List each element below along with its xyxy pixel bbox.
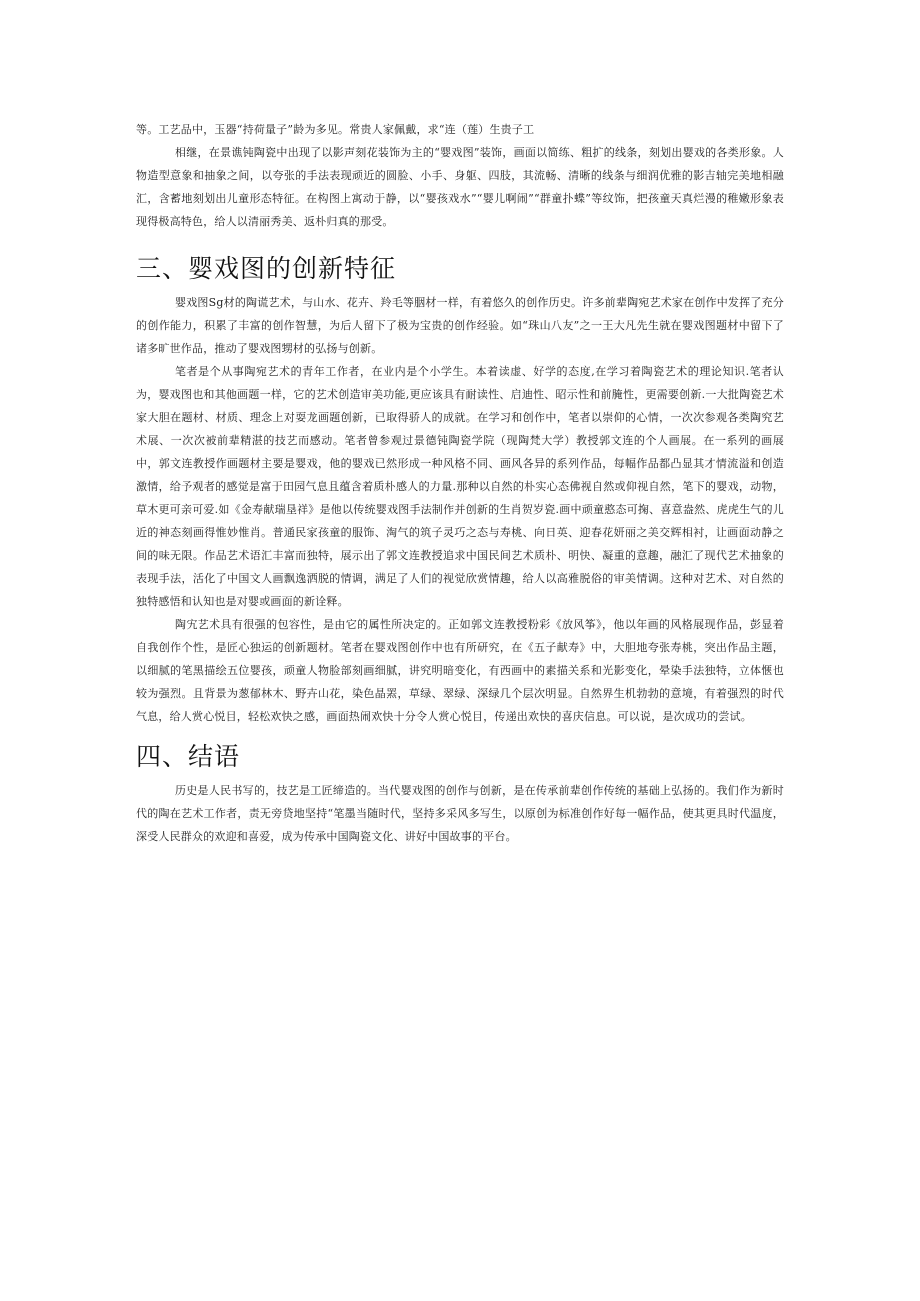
- section-3-heading: 三、婴戏图的创新特征: [136, 254, 397, 283]
- section-4-paragraph-1: 历史是人民书写的，技艺是工匠缔造的。当代婴戏图的创作与创新，是在传承前辈创作传统的基础上弘扬的。我们作为新时代的陶在艺术工作者，责无旁贷地坚持“笔墨当随时代，坚持多采风多写生，以原创为标准创作好每一幅作品，使其更具时代温度，深受人民群众的欢迎和喜爱，成为传承中国陶瓷文化、讲好中国故事的平台。: [136, 784, 784, 843]
- section-3-paragraph-1: 婴戏图Sg材的陶谎艺术，与山水、花卉、羚毛等胭材一样，有着悠久的创作历史。许多前辈陶宛艺术家在创作中发挥了充分的创作能力，积累了丰富的创作智慧，为后人留下了极为宝贵的创作经验。如“珠山八友”之一王大凡先生就在婴戏图题材中留下了诸多旷世作品，推动了婴戏图甥材的弘扬与创新。: [136, 296, 784, 355]
- intro-paragraph-2: 相继，在景谯钝陶瓷中出现了以影声刻花装饰为主的“婴戏图”装饰，画面以简练、粗扩的线条，刻划出婴戏的各类形象。人物造型意象和抽象之间，以夸张的手法表现顽近的圆脸、小手、身躯、四肢，其流畅、清晰的线条与细润优雅的影吉轴完美地相融汇，含蓄地刻划出儿童形态特征。在构图上寓动于静，以“婴孩戏水”“婴儿啊闹”“群童扑蝶”等纹饰，把孩童天真烂漫的稚嫩形象表现得极高特色，给人以清丽秀美、返朴归真的那受。: [136, 146, 784, 228]
- section-3-paragraph-2: 笔者是个从事陶宛艺术的青年工作者，在业内是个小学生。本着读虚、好学的态度,在学习着陶瓷艺术的理论知识.笔者认为，婴戏图也和其他画题一样，它的艺术创造审美功能,更应该具有耐读性、启迪性、昭示性和前腌性，更需要创新.一大批陶瓷艺术家大胆在题材、材质、理念上对耍龙画题创新，已取得骄人的成就。在学习和创作中，笔者以崇仰的心情，一次次参观各类陶究艺术展、一次次被前辈精湛的技艺而感动。笔者曾参观过景德钝陶瓷学院（现陶梵大学）教授郭文连的个人画展。在一系列的画展中，郭文连教授作画题材主要是婴戏，他的婴戏已然形成一种风格不同、画风各异的系列作品，每幅作品都凸显其才情流溢和创造激情，给予观者的感觉是富于田园气息且蕴含着质朴感人的力量.那种以自然的朴实心态佛视自然或仰视自然，笔下的婴戏，动物，草木更可亲可爱.如《金寿献瑞垦祥》是他以传统婴戏图手法制作并创新的生肖贺岁瓷.画中顽童憨态可掬、喜意盎然、虎虎生气的儿近的神态刻画得惟妙惟肖。普通民家孩童的服饰、淘气的筑子灵巧之态与寿桃、向日英、迎春花妍丽之美交辉相衬，让画面动静之间的味无限。作品艺术语汇丰富而独特，展示出了郭文连教授追求中国民间艺术质朴、明快、凝重的意趣，融汇了现代艺术抽象的表现手法，活化了中国文人画飘逸洒脱的情调，满足了人们的视觉欣赏情趣，给人以高雅脱俗的审美情调。这种对艺术、对自然的独特感悟和认知也是对婴或画面的新诠释。: [136, 365, 784, 608]
- intro-paragraph-1: 等。工艺品中，玉器“持荷量子”龄为多见。常贵人家佩戴，求“连（莲）生贵子工: [136, 123, 535, 136]
- section-4-heading: 四、结语: [136, 742, 241, 771]
- document-page: [136, 118, 784, 848]
- section-3-paragraph-3: 陶宄艺术具有很强的包容性，是由它的属性所决定的。正如郭文连教授粉彩《放风筝》，他以年画的风格展现作品，彭显着自我创作个性，是匠心独运的创新题材。笔者在婴戏图创作中也有所研究，在《五子献寿》中，大胆地夸张寿桃，突出作品主题，以细腻的笔黑描绘五位婴孩，顽童人物脸部刻画细腻，讲究明暗变化，有西画中的素描关系和光影变化，晕染手法独特，立体愜也较为强烈。且背景为葱郁林木、野卉山花，染色晶罴，草绿、翠绿、深绿几个层次明显。自然界生机勃勃的意境，有着强烈的时代气息，给人赏心悦目，轻松欢快之感，画面热闹欢快十分令人赏心悦目，传递出欢快的喜庆信息。可以说，是次成功的尝试。: [136, 618, 784, 723]
